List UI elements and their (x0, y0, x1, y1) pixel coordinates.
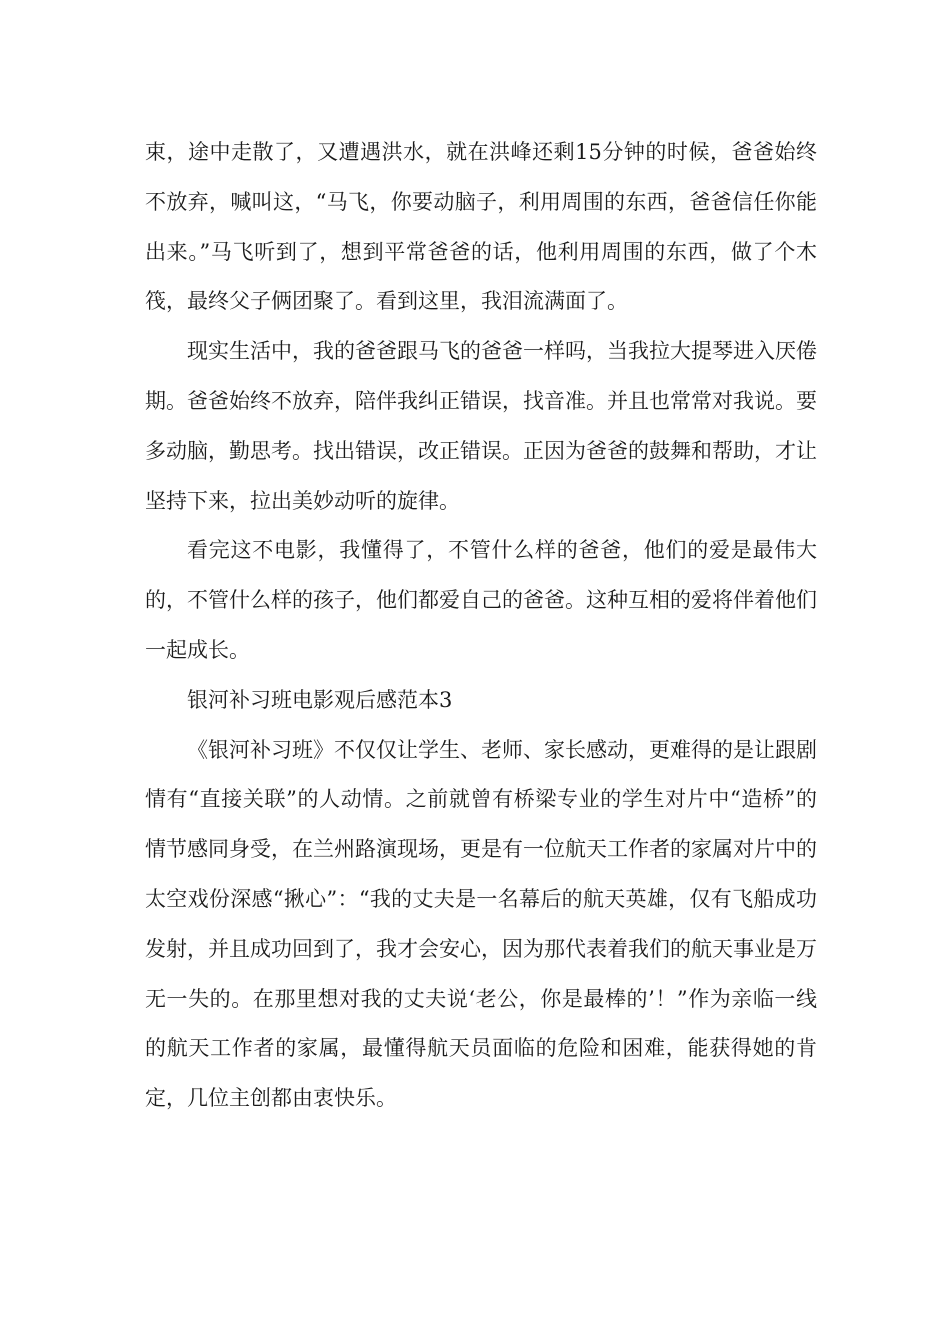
paragraph-continued: 束，途中走散了，又遭遇洪水，就在洪峰还剩15分钟的时候，爸爸始终不放弃，喊叫这，“马飞，你要动脑子，利用周围的东西，爸爸信任你能出来。”马飞听到了，想到平常爸爸的话，他利用周围的东西，做了个木筏，最终父子俩团聚了。看到这里，我泪流满面了。 (145, 140, 817, 314)
section-heading: 银河补习班电影观后感范本3 (187, 687, 453, 712)
document-body (145, 128, 817, 1124)
paragraph-conclusion: 看完这不电影，我懂得了，不管什么样的爸爸，他们的爱是最伟大的，不管什么样的孩子，他们都爱自己的爸爸。这种互相的爱将伴着他们一起成长。 (145, 538, 817, 662)
paragraph-galaxy-class: 《银河补习班》不仅仅让学生、老师、家长感动，更难得的是让跟剧情有“直接关联”的人动情。之前就曾有桥梁专业的学生对片中“造桥”的情节感同身受，在兰州路演现场，更是有一位航天工作者的家属对片中的太空戏份深感“揪心”：“我的丈夫是一名幕后的航天英雄，仅有飞船成功发射，并且成功回到了，我才会安心，因为那代表着我们的航天事业是万无一失的。在那里想对我的丈夫说‘老公，你是最棒的’！”作为亲临一线的航天工作者的家属，最懂得航天员面临的危险和困难，能获得她的肯定，几位主创都由衷快乐。 (145, 737, 817, 1111)
paragraph-real-life: 现实生活中，我的爸爸跟马飞的爸爸一样吗，当我拉大提琴进入厌倦期。爸爸始终不放弃，陪伴我纠正错误，找音准。并且也常常对我说。要多动脑，勤思考。找出错误，改正错误。正因为爸爸的鼓舞和帮助，才让坚持下来，拉出美妙动听的旋律。 (145, 339, 817, 513)
